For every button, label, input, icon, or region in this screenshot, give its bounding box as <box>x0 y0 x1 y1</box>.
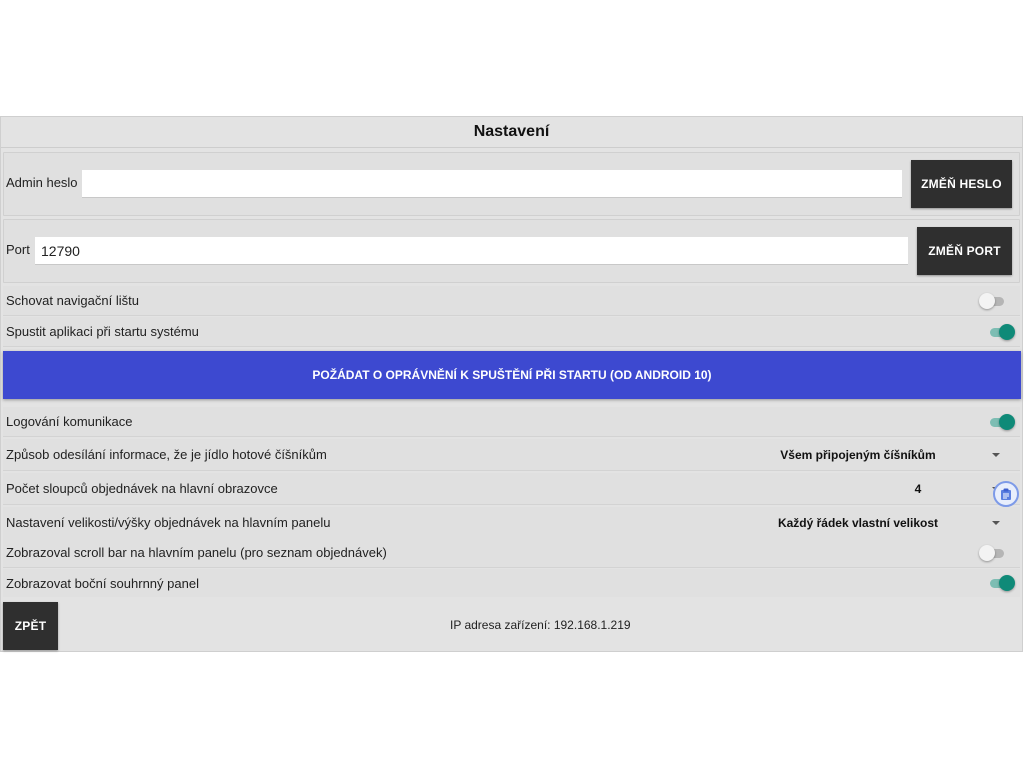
show-side-summary-switch[interactable] <box>987 574 1015 592</box>
notify-mode-select[interactable]: Všem připojeným číšníkům <box>780 448 936 462</box>
port-input[interactable] <box>35 237 908 265</box>
columns-row <box>3 473 1020 505</box>
back-button[interactable]: ZPĚT <box>3 602 58 650</box>
caret-down-icon[interactable] <box>992 453 1000 457</box>
change-port-button[interactable]: ZMĚŇ PORT <box>917 227 1012 275</box>
change-password-button[interactable]: ZMĚŇ HESLO <box>911 160 1012 208</box>
show-scroll-bar-label: Zobrazoval scroll bar na hlavním panelu (pro seznam objednávek) <box>6 545 387 560</box>
log-communication-label: Logování komunikace <box>6 414 133 429</box>
columns-select[interactable]: 4 <box>914 482 922 496</box>
ip-address-text: IP adresa zařízení: 192.168.1.219 <box>450 618 631 632</box>
columns-label: Počet sloupců objednávek na hlavní obrazovce <box>6 481 278 496</box>
switch-thumb <box>999 414 1015 430</box>
switch-thumb <box>999 324 1015 340</box>
hide-nav-bar-row[interactable] <box>3 286 1020 316</box>
start-on-boot-switch[interactable] <box>987 323 1015 341</box>
clipboard-icon[interactable] <box>993 481 1019 507</box>
request-boot-permission-button[interactable]: POŽÁDAT O OPRÁVNĚNÍ K SPUŠTĚNÍ PŘI STARTU (OD ANDROID 10) <box>3 351 1021 399</box>
footer-bar <box>1 597 1022 651</box>
admin-password-label: Admin heslo <box>6 175 78 190</box>
switch-thumb <box>979 293 995 309</box>
admin-password-section <box>3 152 1020 216</box>
order-size-label: Nastavení velikosti/výšky objednávek na hlavním panelu <box>6 515 331 530</box>
port-section <box>3 219 1020 283</box>
log-communication-switch[interactable] <box>987 413 1015 431</box>
show-scroll-bar-row[interactable] <box>3 538 1020 568</box>
show-side-summary-label: Zobrazovat boční souhrnný panel <box>6 575 199 591</box>
start-on-boot-label: Spustit aplikaci při startu systému <box>6 324 199 339</box>
order-size-select[interactable]: Každý řádek vlastní velikost <box>777 516 939 530</box>
show-scroll-bar-switch[interactable] <box>979 544 1007 562</box>
hide-nav-bar-switch[interactable] <box>979 292 1007 310</box>
notify-mode-label: Způsob odesílání informace, že je jídlo hotové číšníkům <box>6 447 327 462</box>
caret-down-icon[interactable] <box>992 521 1000 525</box>
start-on-boot-row[interactable] <box>3 317 1020 347</box>
order-size-row <box>3 507 1020 539</box>
log-communication-row[interactable] <box>3 407 1020 437</box>
show-side-summary-row[interactable] <box>3 569 1020 597</box>
port-label: Port <box>6 242 30 257</box>
switch-thumb <box>999 575 1015 591</box>
admin-password-input[interactable] <box>82 170 902 198</box>
page-title: Nastavení <box>1 117 1022 148</box>
clipboard-icon-glyph <box>1000 488 1012 501</box>
settings-panel <box>0 116 1023 652</box>
hide-nav-bar-label: Schovat navigační lištu <box>6 293 139 308</box>
notify-mode-row <box>3 439 1020 471</box>
switch-thumb <box>979 545 995 561</box>
